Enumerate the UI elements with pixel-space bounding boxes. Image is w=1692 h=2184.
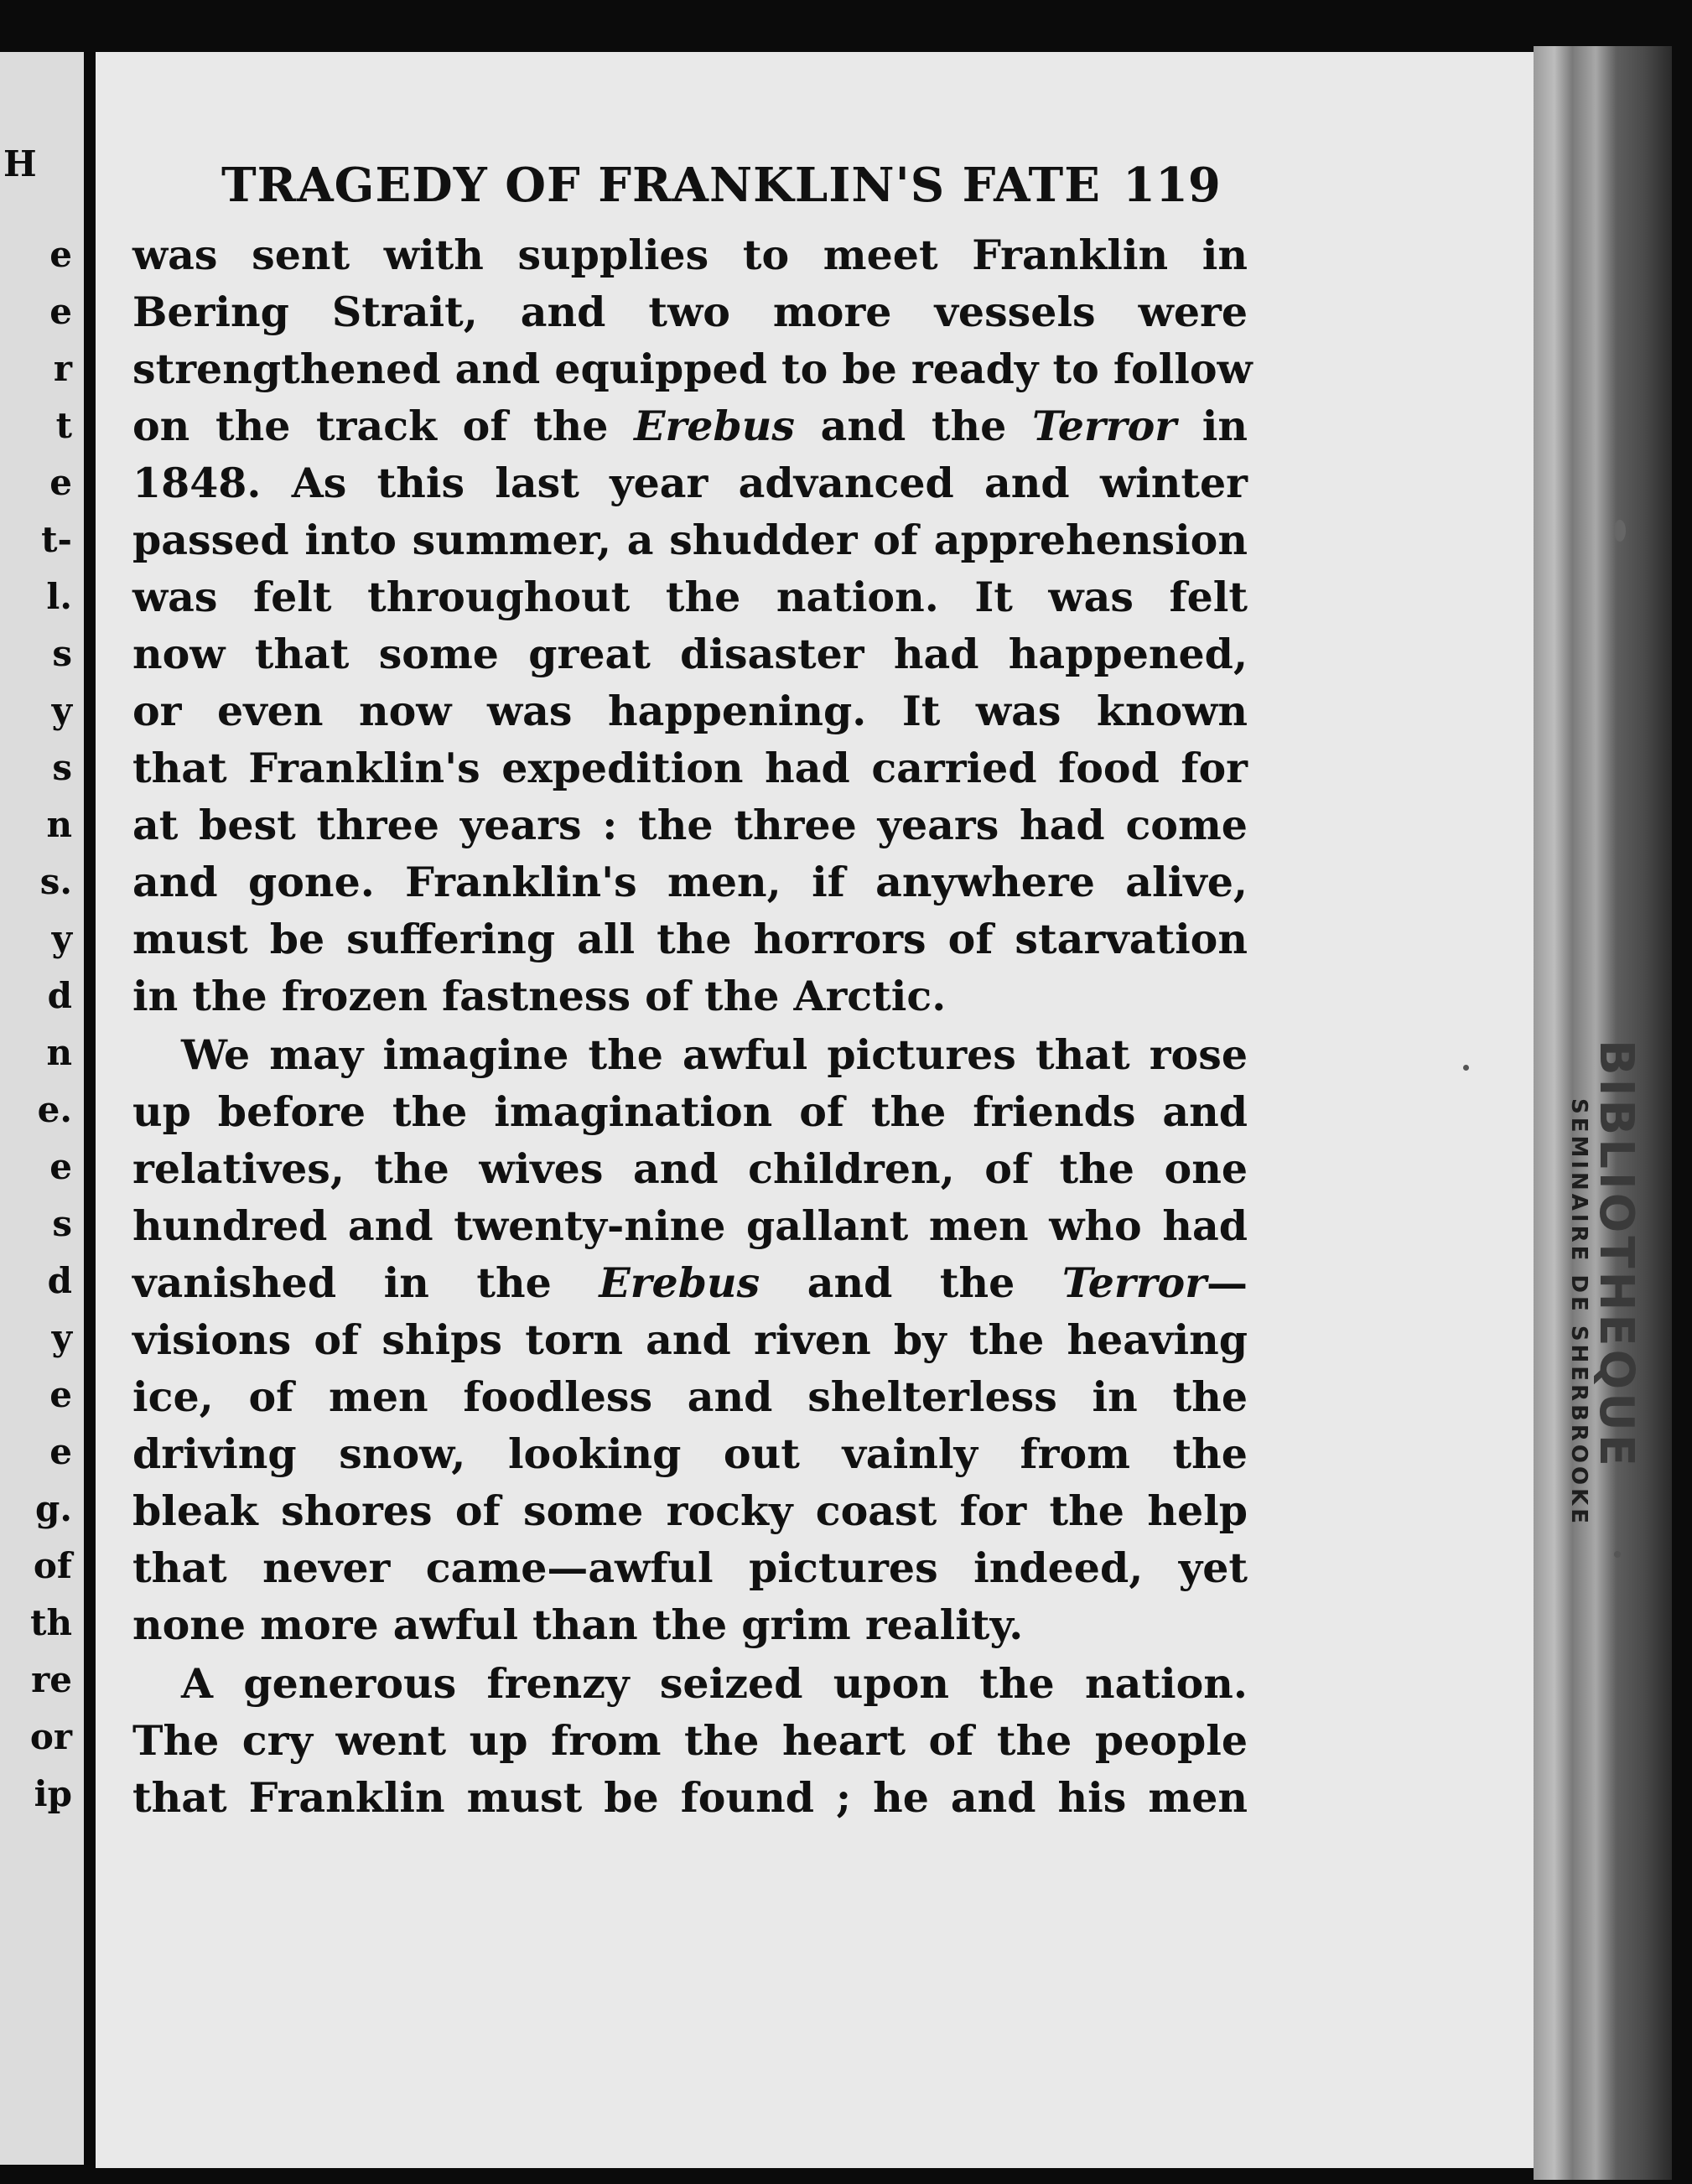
italic-ship-name: Erebus bbox=[634, 402, 795, 450]
facing-page-fragment: y bbox=[51, 918, 72, 959]
text-line bbox=[132, 1425, 1248, 1482]
text-run: ice, of men foodless and shelterless in the bbox=[132, 1372, 1248, 1421]
text-run: was sent with supplies to meet Franklin in bbox=[132, 231, 1248, 279]
facing-page-fragment: ip bbox=[34, 1773, 72, 1814]
italic-ship-name: Terror bbox=[1061, 1258, 1207, 1307]
text-line bbox=[132, 682, 1248, 739]
text-run: We may imagine the awful pictures that rose bbox=[181, 1030, 1248, 1079]
facing-page-fragment: e bbox=[49, 234, 72, 275]
text-line bbox=[132, 1539, 1248, 1596]
text-run: A generous frenzy seized upon the nation. bbox=[181, 1659, 1248, 1708]
text-run: that never came—awful pictures indeed, yet bbox=[132, 1543, 1248, 1592]
text-line bbox=[132, 1596, 1248, 1653]
paragraph bbox=[132, 226, 1253, 1025]
library-stamp bbox=[1534, 1031, 1652, 1528]
text-line bbox=[132, 853, 1248, 910]
text-line bbox=[132, 1197, 1248, 1254]
facing-page-fragment: s bbox=[52, 747, 72, 788]
text-line bbox=[132, 511, 1248, 568]
facing-page-fragment: H bbox=[3, 143, 37, 184]
text-run: now that some great disaster had happened, bbox=[132, 630, 1248, 678]
text-line bbox=[132, 1712, 1248, 1769]
text-run: strengthened and equipped to be ready to follow bbox=[132, 345, 1253, 393]
text-line bbox=[132, 739, 1248, 796]
facing-page-fragment: s bbox=[52, 633, 72, 674]
library-stamp-title: BIBLIOTHEQUE bbox=[1589, 1040, 1643, 1470]
text-run: 1848. As this last year advanced and winter bbox=[132, 459, 1248, 507]
text-line bbox=[132, 1311, 1248, 1368]
facing-page-fragment: t- bbox=[41, 519, 72, 560]
text-run: up before the imagination of the friends and bbox=[132, 1087, 1248, 1136]
text-line bbox=[132, 625, 1248, 682]
text-line bbox=[132, 1026, 1248, 1083]
facing-page-fragment: g. bbox=[35, 1488, 72, 1529]
facing-page-fragment: th bbox=[30, 1602, 72, 1643]
facing-page-fragment: y bbox=[51, 690, 72, 731]
facing-page-fragment: t bbox=[55, 405, 72, 446]
facing-page-fragment: e bbox=[49, 1146, 72, 1187]
text-line bbox=[132, 454, 1248, 511]
library-stamp-subtitle: SEMINAIRE DE SHERBROOKE bbox=[1566, 1098, 1591, 1528]
text-run: in bbox=[1176, 402, 1248, 450]
facing-page-fragment: e bbox=[49, 291, 72, 332]
facing-page-fragment: re bbox=[31, 1659, 72, 1700]
facing-page-edge bbox=[0, 52, 84, 2165]
text-line bbox=[132, 226, 1248, 283]
text-line bbox=[132, 910, 1248, 967]
text-line bbox=[132, 397, 1248, 454]
facing-page-fragment: r bbox=[53, 348, 72, 389]
text-line bbox=[132, 1083, 1248, 1140]
facing-page-fragment: e bbox=[49, 1431, 72, 1472]
scan-speck bbox=[1614, 1551, 1621, 1558]
text-line bbox=[132, 1254, 1248, 1311]
facing-page-fragment: n bbox=[46, 804, 72, 845]
page-text-body bbox=[132, 226, 1253, 1826]
text-run: or even now was happening. It was known bbox=[132, 687, 1248, 735]
paragraph bbox=[132, 1026, 1248, 1653]
text-run: relatives, the wives and children, of the one bbox=[132, 1144, 1248, 1193]
scan-speck bbox=[1614, 520, 1626, 542]
text-run: and the bbox=[794, 402, 1032, 450]
text-line bbox=[132, 283, 1248, 340]
text-run: must be suffering all the horrors of starvation bbox=[132, 915, 1248, 963]
text-run: Bering Strait, and two more vessels were bbox=[132, 288, 1248, 336]
text-run: that Franklin's expedition had carried food for bbox=[132, 744, 1248, 792]
italic-ship-name: Terror bbox=[1031, 402, 1177, 450]
facing-page-fragment: e bbox=[49, 1374, 72, 1415]
text-run: at best three years : the three years had come bbox=[132, 801, 1248, 849]
gutter-shadow bbox=[84, 52, 96, 2165]
facing-page-fragment: d bbox=[47, 1260, 72, 1301]
facing-page-fragment: of bbox=[33, 1545, 72, 1586]
text-line bbox=[132, 1482, 1248, 1539]
facing-page-line-endings bbox=[0, 139, 84, 1823]
text-run: and the bbox=[760, 1258, 1062, 1307]
text-run: on the track of the bbox=[132, 402, 635, 450]
text-run: hundred and twenty-nine gallant men who had bbox=[132, 1201, 1248, 1250]
text-run: vanished in the bbox=[132, 1258, 599, 1307]
facing-page-fragment: n bbox=[46, 1032, 72, 1073]
text-line bbox=[132, 568, 1248, 625]
text-line bbox=[132, 967, 1248, 1025]
paragraph bbox=[132, 1655, 1248, 1826]
running-head-title: TRAGEDY OF FRANKLIN'S FATE bbox=[221, 158, 1101, 213]
text-run: The cry went up from the heart of the people bbox=[132, 1716, 1248, 1765]
text-run: none more awful than the grim reality. bbox=[132, 1600, 1024, 1649]
page-number: 119 bbox=[1123, 158, 1221, 213]
book-page bbox=[96, 52, 1534, 2168]
facing-page-fragment: d bbox=[47, 975, 72, 1016]
text-run: was felt throughout the nation. It was felt bbox=[132, 573, 1248, 621]
scan-speck bbox=[1463, 1065, 1469, 1071]
text-line bbox=[132, 796, 1248, 853]
text-run: driving snow, looking out vainly from the bbox=[132, 1429, 1248, 1478]
facing-page-fragment: e bbox=[49, 462, 72, 503]
facing-page-fragment: s. bbox=[39, 861, 72, 902]
text-line bbox=[132, 340, 1253, 397]
italic-ship-name: Erebus bbox=[599, 1258, 760, 1307]
text-line bbox=[132, 1655, 1248, 1712]
facing-page-fragment: e. bbox=[37, 1089, 72, 1130]
text-run: that Franklin must be found ; he and his men bbox=[132, 1773, 1248, 1822]
text-run: and gone. Franklin's men, if anywhere alive, bbox=[132, 858, 1248, 906]
text-line bbox=[132, 1368, 1248, 1425]
facing-page-fragment: y bbox=[51, 1317, 72, 1358]
text-run: passed into summer, a shudder of apprehension bbox=[132, 516, 1248, 564]
facing-page-fragment: l. bbox=[46, 576, 72, 617]
text-run: visions of ships torn and riven by the heaving bbox=[132, 1315, 1248, 1364]
text-run: — bbox=[1207, 1258, 1248, 1307]
text-run: in the frozen fastness of the Arctic. bbox=[132, 972, 947, 1020]
text-run: bleak shores of some rocky coast for the help bbox=[132, 1486, 1248, 1535]
facing-page-fragment: or bbox=[29, 1716, 72, 1757]
text-line bbox=[132, 1140, 1248, 1197]
facing-page-fragment: s bbox=[52, 1203, 72, 1244]
text-line bbox=[132, 1769, 1248, 1826]
